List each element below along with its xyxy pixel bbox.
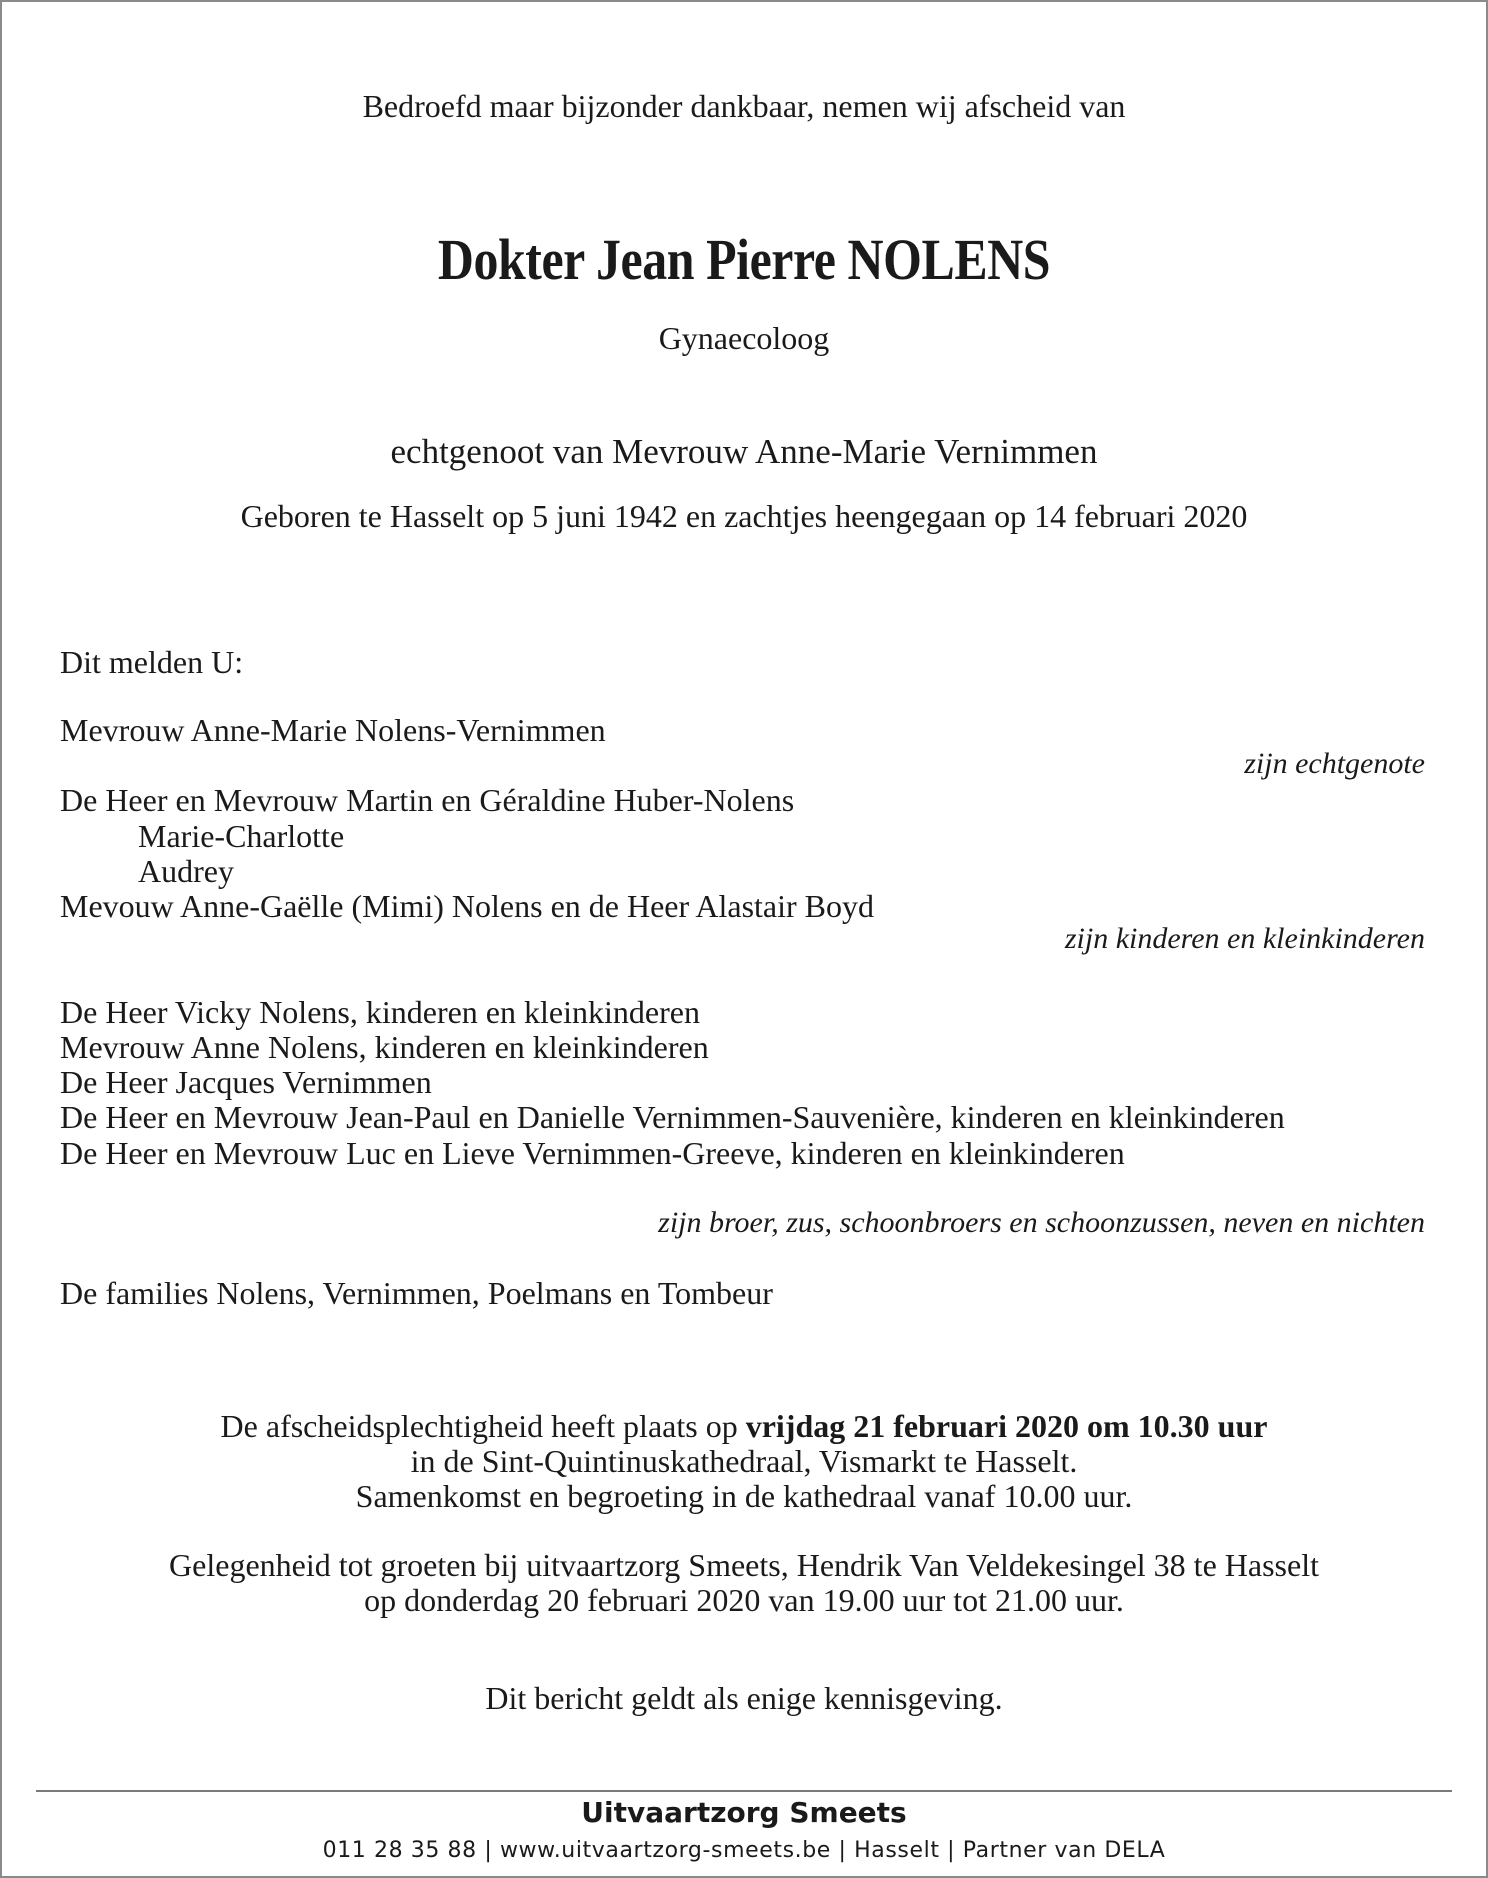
ceremony-prefix: De afscheidsplechtigheid heeft plaats op — [220, 1408, 746, 1444]
ceremony-date-time: vrijdag 21 februari 2020 om 10.30 uur — [745, 1408, 1268, 1444]
visitation-location: Gelegenheid tot groeten bij uitvaartzorg Smeets, Hendrik Van Veldekesingel 38 te Hasselt — [169, 1547, 1319, 1583]
funeral-home-contact: 011 28 35 88 | www.uitvaartzorg-smeets.be | Hasselt | Partner van DELA — [322, 1838, 1166, 1863]
grandchild-line: Marie-Charlotte — [138, 818, 345, 854]
spouse-role: zijn echtgenote — [1244, 747, 1425, 780]
children-role: zijn kinderen en kleinkinderen — [1064, 922, 1425, 955]
profession: Gynaecoloog — [658, 320, 830, 356]
sibling-line: De Heer Vicky Nolens, kinderen en kleinkinderen — [60, 994, 700, 1030]
ceremony-line — [0, 1408, 1488, 1444]
deceased-name: Dokter Jean Pierre NOLENS — [437, 227, 1051, 292]
grandchild-line: Audrey — [138, 853, 234, 889]
sibling-line: De Heer en Mevrouw Luc en Lieve Vernimmen-Greeve, kinderen en kleinkinderen — [60, 1135, 1125, 1171]
spouse-name: Mevrouw Anne-Marie Nolens-Vernimmen — [60, 712, 606, 748]
spouse-line: echtgenoot van Mevrouw Anne-Marie Vernimmen — [390, 432, 1098, 471]
families-line: De families Nolens, Vernimmen, Poelmans en Tombeur — [60, 1275, 773, 1311]
footer-divider — [36, 1790, 1452, 1792]
ceremony-gathering: Samenkomst en begroeting in de kathedraal vanaf 10.00 uur. — [355, 1478, 1133, 1514]
ceremony-location: in de Sint-Quintinuskathedraal, Vismarkt te Hasselt. — [410, 1443, 1078, 1479]
notice-text: Dit bericht geldt als enige kennisgeving. — [485, 1680, 1003, 1716]
intro-text: Bedroefd maar bijzonder dankbaar, nemen wij afscheid van — [362, 88, 1126, 124]
funeral-home-name: Uitvaartzorg Smeets — [581, 1796, 907, 1829]
sibling-line: De Heer en Mevrouw Jean-Paul en Danielle Vernimmen-Sauvenière, kinderen en kleinkinderen — [60, 1099, 1285, 1135]
child-line: Mevouw Anne-Gaëlle (Mimi) Nolens en de Heer Alastair Boyd — [60, 888, 875, 924]
sibling-line: De Heer Jacques Vernimmen — [60, 1064, 432, 1100]
announcers-intro: Dit melden U: — [60, 644, 244, 680]
child-line: De Heer en Mevrouw Martin en Géraldine Huber-Nolens — [60, 782, 795, 818]
siblings-role: zijn broer, zus, schoonbroers en schoonzussen, neven en nichten — [658, 1206, 1425, 1239]
visitation-time: op donderdag 20 februari 2020 van 19.00 uur tot 21.00 uur. — [364, 1582, 1124, 1618]
sibling-line: Mevrouw Anne Nolens, kinderen en kleinkinderen — [60, 1029, 709, 1065]
birth-death-line: Geboren te Hasselt op 5 juni 1942 en zachtjes heengegaan op 14 februari 2020 — [240, 498, 1248, 534]
